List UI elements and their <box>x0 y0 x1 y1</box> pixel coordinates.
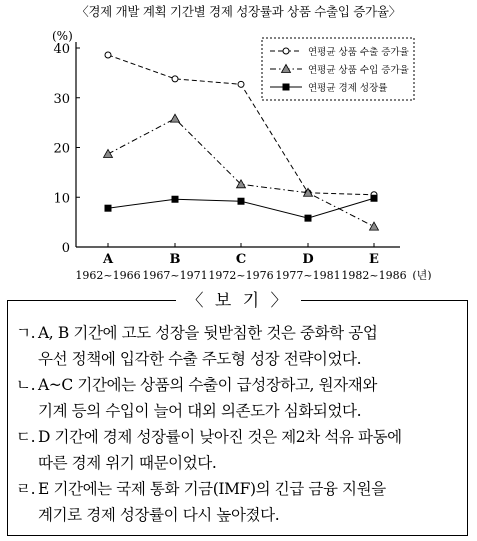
data-point-triangle <box>171 114 180 122</box>
bogi-item-2 <box>16 372 461 424</box>
bogi-item-marker: ㄹ. <box>16 480 36 498</box>
line-chart <box>0 18 477 280</box>
bogi-item-marker: ㄱ. <box>16 324 36 342</box>
y-unit-label: (%) <box>52 29 73 43</box>
x-period-label: 1972~1976 <box>208 269 274 280</box>
bogi-item-marker: ㄴ. <box>16 376 36 394</box>
data-point-triangle <box>370 222 379 230</box>
y-tick-label: 10 <box>53 191 70 207</box>
data-point-square <box>238 198 245 205</box>
y-tick-label: 40 <box>53 42 70 57</box>
bogi-item-line: E 기간에는 국제 통화 기금(IMF)의 긴급 금융 지원을 <box>38 480 386 498</box>
y-tick-label: 30 <box>53 91 70 107</box>
data-point-square <box>105 205 112 212</box>
x-tick-label: B <box>169 252 181 267</box>
x-period-label: 1962~1966 <box>75 269 141 280</box>
bogi-item-line: 따른 경제 위기 때문이었다. <box>38 454 217 472</box>
y-tick-label: 0 <box>61 241 70 256</box>
bogi-item-line: 기계 등의 수입이 늘어 대외 의존도가 심화되었다. <box>38 402 362 420</box>
bogi-item-line: 우선 정책에 입각한 수출 주도형 성장 전략이었다. <box>38 350 362 368</box>
chart-title: 〈경제 개발 계획 기간별 경제 성장률과 상품 수출입 증가율〉 <box>76 4 401 19</box>
data-point-circle <box>172 76 178 82</box>
series-group <box>104 114 379 230</box>
data-point-square <box>371 195 378 202</box>
bogi-item-3 <box>16 424 461 476</box>
bogi-title: 〈 보 기 〉 <box>0 286 477 311</box>
data-point-square <box>172 196 179 203</box>
bogi-item-line: A, B 기간에 고도 성장을 뒷받침한 것은 중화학 공업 <box>38 324 378 342</box>
legend-label: 연평균 상품 수입 증가율 <box>308 65 409 76</box>
x-unit-label: (년) <box>412 269 432 280</box>
bogi-item-marker: ㄷ. <box>16 428 36 446</box>
y-tick-label: 20 <box>53 141 70 157</box>
data-point-square <box>283 84 290 91</box>
bogi-item-line: D 기간에 경제 성장률이 낮아진 것은 제2차 석유 파동에 <box>38 428 402 446</box>
bogi-item-line: A~C 기간에는 상품의 수출이 급성장하고, 원자재와 <box>38 376 377 394</box>
series-group <box>105 195 378 222</box>
data-point-square <box>305 215 312 222</box>
legend-label: 연평균 경제 성장률 <box>308 83 388 94</box>
bogi-item-4 <box>16 476 461 528</box>
data-point-circle <box>283 48 289 54</box>
data-point-circle <box>238 81 244 87</box>
x-period-label: 1967~1971 <box>142 269 208 280</box>
bogi-item-1 <box>16 320 461 372</box>
x-tick-label: A <box>102 252 114 267</box>
x-tick-label: E <box>369 252 379 267</box>
legend-label: 연평균 상품 수출 증가율 <box>308 47 409 58</box>
x-tick-label: D <box>302 252 314 267</box>
x-period-label: 1982~1986 <box>341 269 407 280</box>
x-tick-label: C <box>235 252 247 267</box>
chart-legend <box>262 38 414 100</box>
data-point-circle <box>105 52 111 58</box>
bogi-item-line: 계기로 경제 성장률이 다시 높아졌다. <box>38 506 280 524</box>
x-period-label: 1977~1981 <box>275 269 341 280</box>
data-point-triangle <box>104 149 113 157</box>
